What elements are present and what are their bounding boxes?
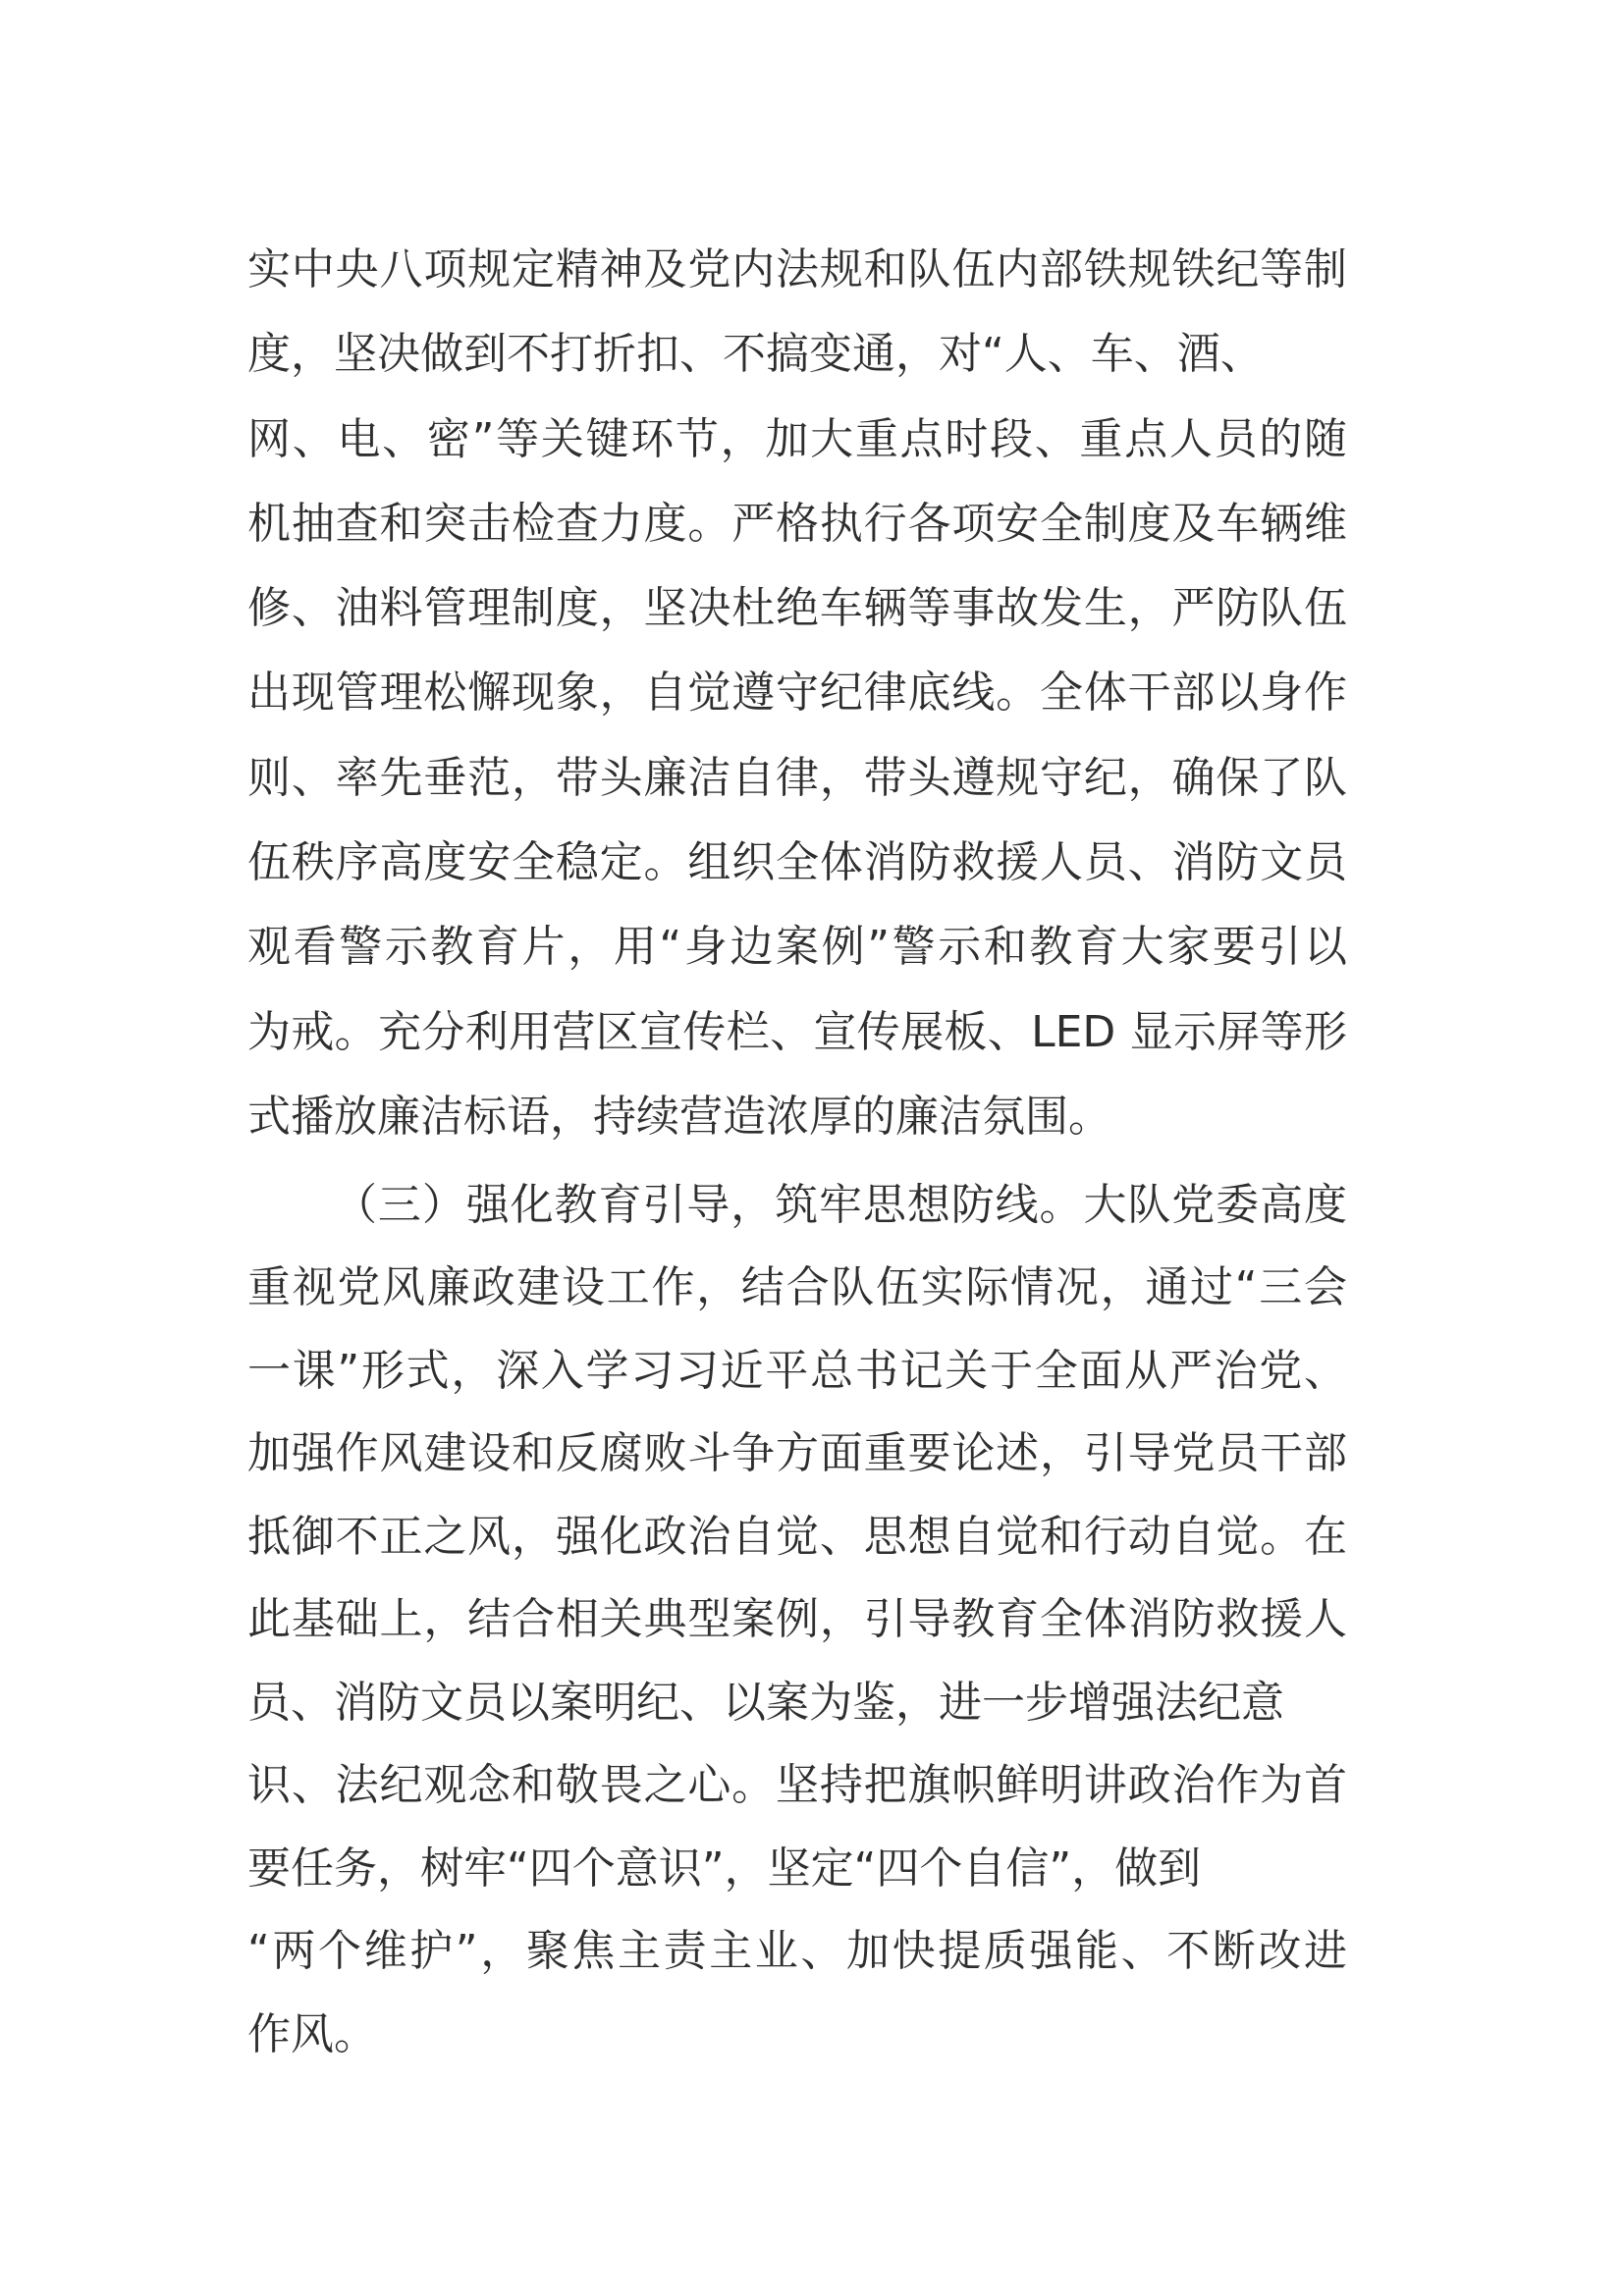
text-line: 出现管理松懈现象，自觉遵守纪律底线。全体干部以身作: [247, 667, 1347, 719]
paragraph-1: [247, 228, 1347, 1159]
section-heading-line: （三）强化教育引导，筑牢思想防线。大队党委高度: [334, 1179, 1347, 1230]
document-body: [247, 228, 1347, 2076]
text-line: 则、率先垂范，带头廉洁自律，带头遵规守纪，确保了队: [247, 752, 1347, 803]
text-line: 修、油料管理制度，坚决杜绝车辆等事故发生，严防队伍: [247, 583, 1347, 634]
text-line: 抵御不正之风，强化政治自觉、思想自觉和行动自觉。在: [247, 1511, 1347, 1562]
text-line: 重视党风廉政建设工作，结合队伍实际情况，通过“三会: [247, 1262, 1347, 1313]
text-line: 度，坚决做到不打折扣、不搞变通，对“人、车、酒、: [247, 329, 1264, 380]
text-line: 一课”形式，深入学习习近平总书记关于全面从严治党、: [247, 1345, 1347, 1396]
text-line: 实中央八项规定精神及党内法规和队伍内部铁规铁纪等制: [247, 244, 1347, 294]
text-line: 员、消防文员以案明纪、以案为鉴，进一步增强法纪意: [247, 1677, 1284, 1728]
text-line: 网、电、密”等关键环节，加大重点时段、重点人员的随: [247, 413, 1347, 464]
text-line: 识、法纪观念和敬畏之心。坚持把旗帜鲜明讲政治作为首: [247, 1760, 1347, 1811]
text-line: 加强作风建设和反腐败斗争方面重要论述，引导党员干部: [247, 1428, 1347, 1479]
text-line: 式播放廉洁标语，持续营造浓厚的廉洁氛围。: [247, 1091, 1111, 1142]
text-line: 为戒。充分利用营区宣传栏、宣传展板、LED 显示屏等形: [247, 1006, 1347, 1057]
text-line: 此基础上，结合相关典型案例，引导教育全体消防救援人: [247, 1594, 1347, 1645]
text-line: 要任务，树牢“四个意识”，坚定“四个自信”，做到: [247, 1842, 1202, 1894]
text-line: 作风。: [247, 2008, 377, 2059]
text-line: 观看警示教育片，用“身边案例”警示和教育大家要引以: [247, 922, 1347, 973]
paragraph-2: [247, 1164, 1347, 2077]
text-line: 伍秩序高度安全稳定。组织全体消防救援人员、消防文员: [247, 837, 1347, 888]
text-line: 机抽查和突击检查力度。严格执行各项安全制度及车辆维: [247, 498, 1347, 549]
text-line: “两个维护”，聚焦主责主业、加快提质强能、不断改进: [247, 1926, 1347, 1977]
